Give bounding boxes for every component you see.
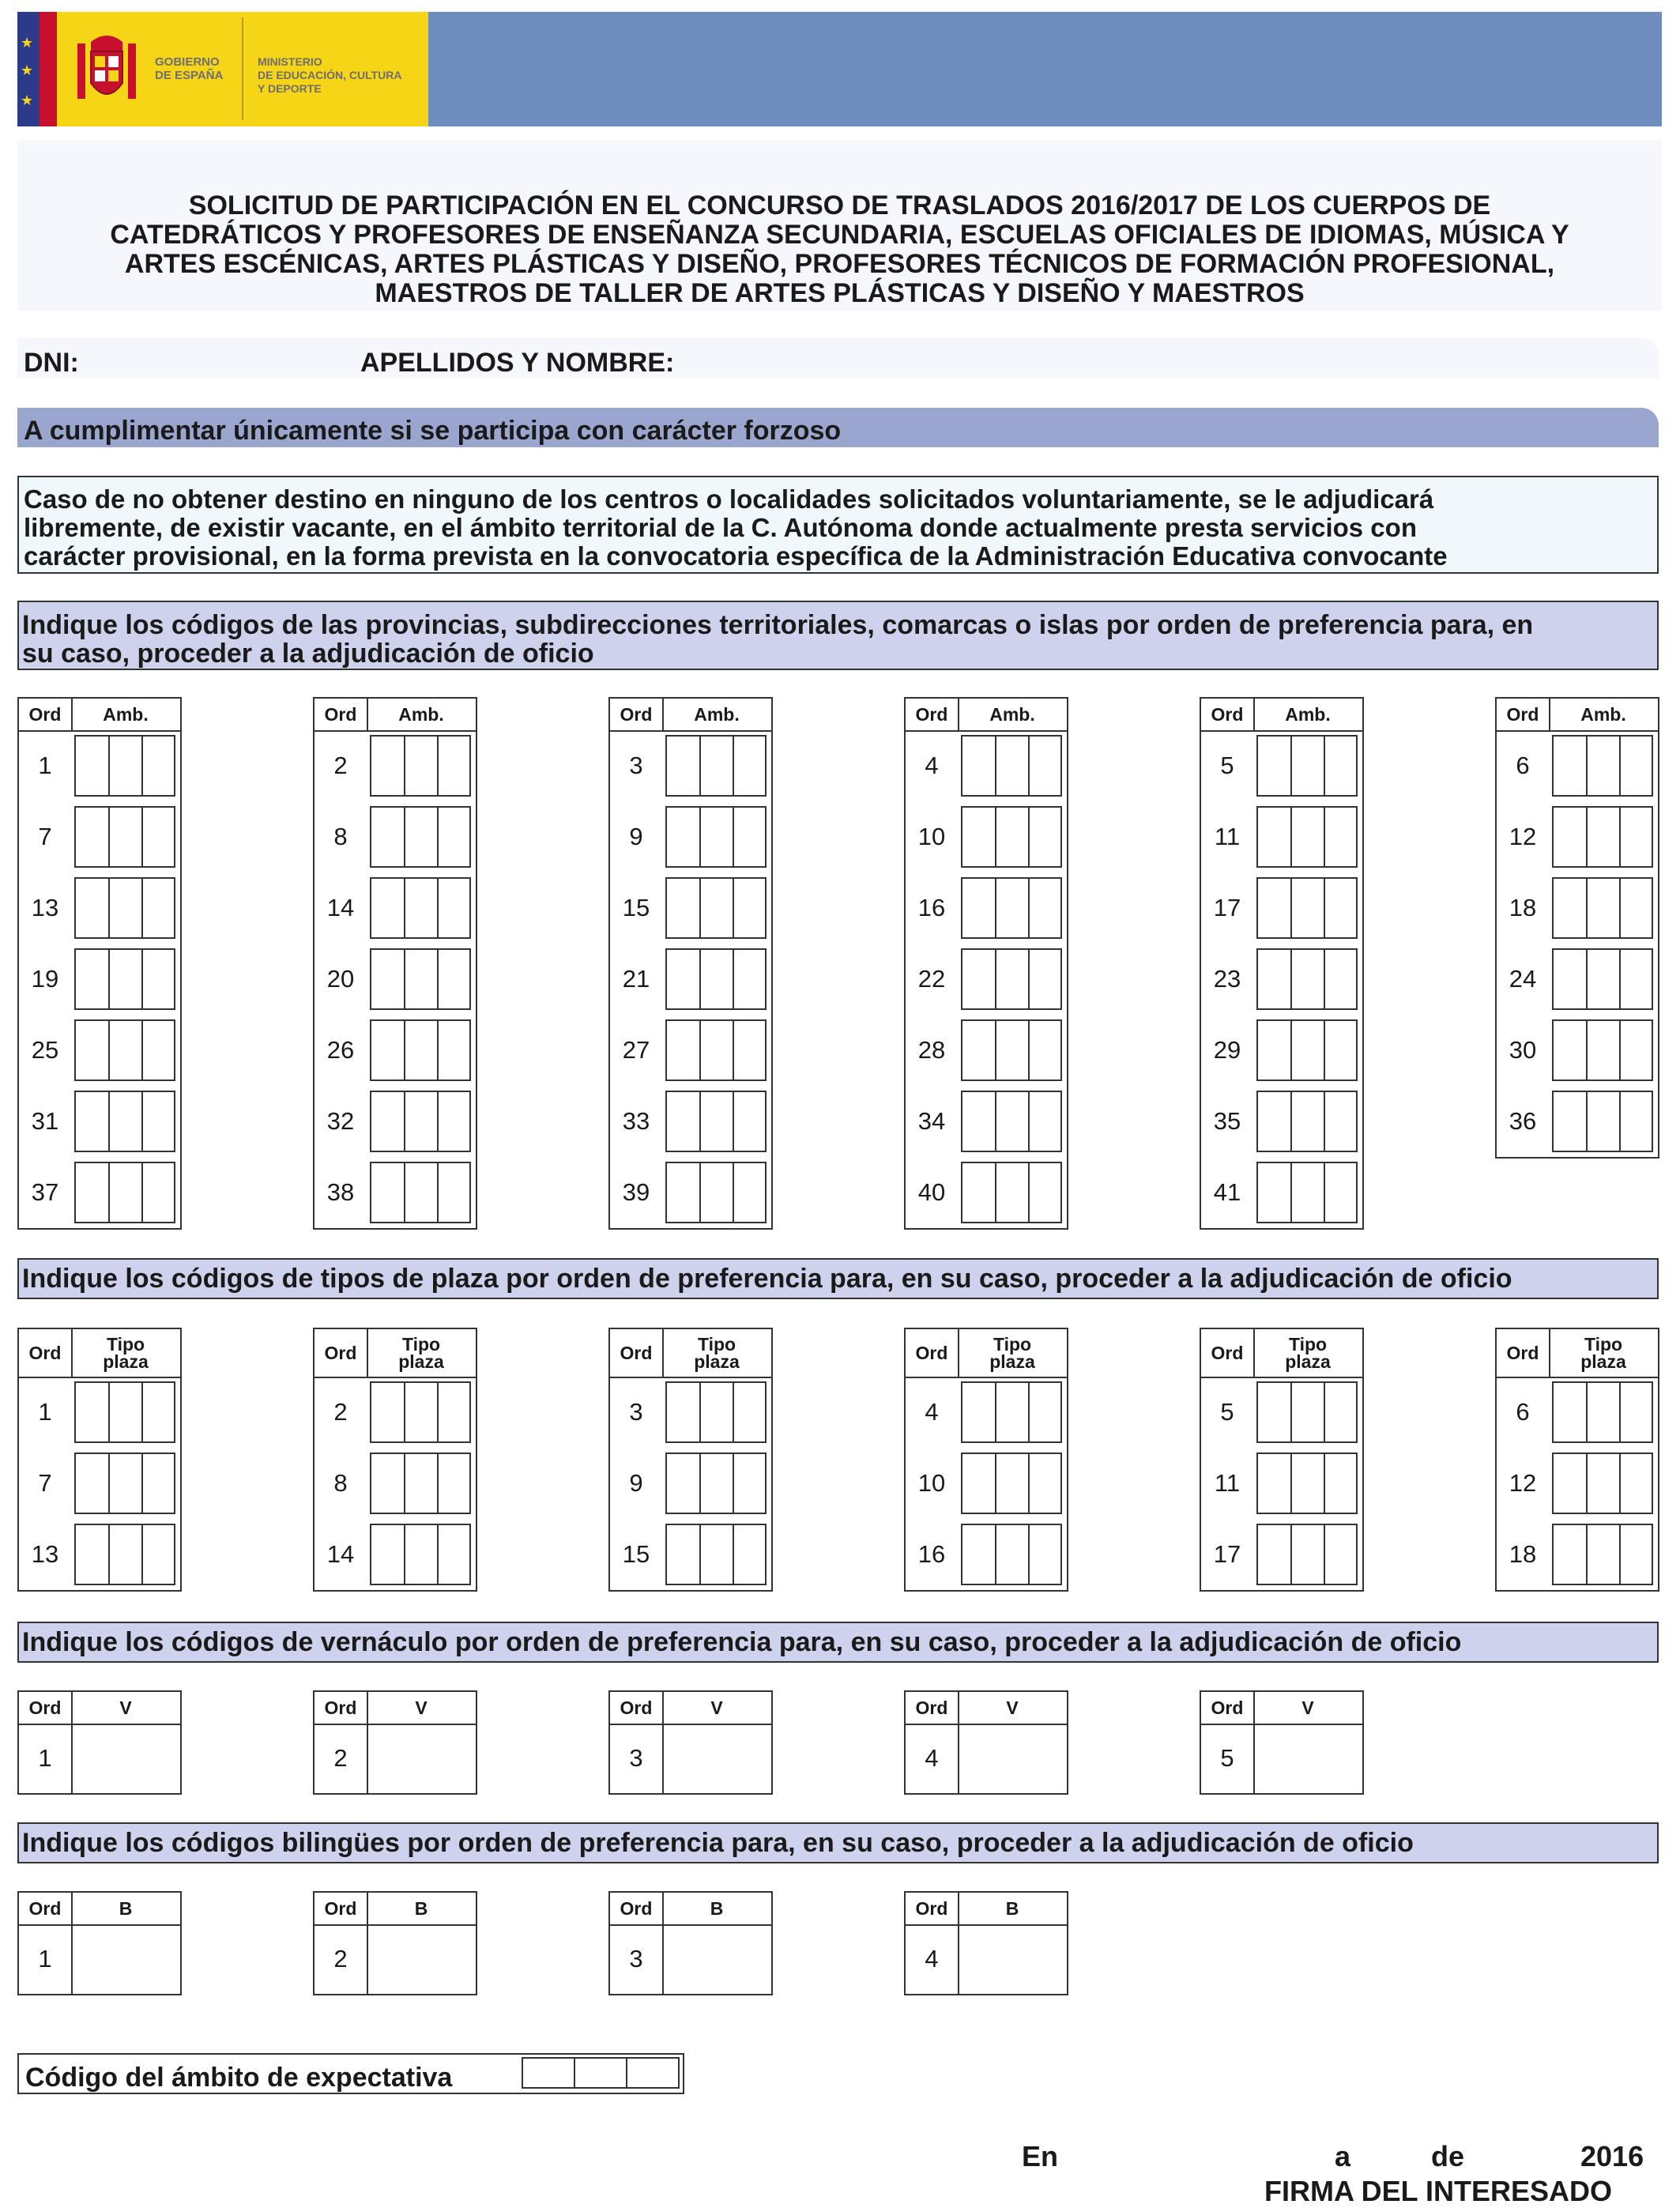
- order-number: 13: [31, 1540, 59, 1568]
- value-column-header: V: [1301, 1697, 1314, 1718]
- ord-column-header: Ord: [324, 1343, 357, 1363]
- ambito-code-input[interactable]: [1552, 877, 1653, 939]
- ambito-code-input[interactable]: [1552, 948, 1653, 1010]
- ambito-code-input[interactable]: [74, 948, 175, 1010]
- table-header: [906, 1893, 1067, 1926]
- identity-bar: [17, 338, 1659, 378]
- table-header: [315, 1692, 476, 1725]
- bilingue-code-input[interactable]: [959, 1924, 1067, 1994]
- value-column-header: Tipo plaza: [1580, 1334, 1626, 1372]
- forzoso-notice: [24, 485, 1652, 571]
- order-number: 23: [1213, 965, 1241, 993]
- order-number: 35: [1213, 1107, 1241, 1135]
- order-number: 5: [1220, 1398, 1234, 1426]
- order-number: 18: [1509, 1540, 1537, 1568]
- ord-column-header: Ord: [1506, 704, 1539, 725]
- ambito-code-input[interactable]: [665, 948, 767, 1010]
- order-number: 1: [38, 1398, 52, 1426]
- ord-column-header: Ord: [915, 1697, 948, 1718]
- table-header: [906, 1329, 1067, 1378]
- ambitos-heading: [22, 611, 1650, 668]
- ord-column-header: Ord: [324, 1898, 357, 1919]
- expectativa-label: Código del ámbito de expectativa: [25, 2063, 453, 2093]
- ambito-code-input[interactable]: [1256, 948, 1358, 1010]
- expectativa-code-input[interactable]: [522, 2057, 680, 2089]
- ambito-code-input[interactable]: [665, 1019, 767, 1081]
- government-label: [155, 55, 234, 82]
- order-number: 12: [1509, 823, 1537, 850]
- bilingue-table: [313, 1891, 477, 1995]
- ord-column-header: Ord: [620, 1898, 653, 1919]
- table-header: [19, 1893, 180, 1926]
- tipo-plaza-table: [313, 1328, 477, 1592]
- table-header: [19, 1329, 180, 1378]
- form-title-line: ARTES ESCÉNICAS, ARTES PLÁSTICAS Y DISEÑO, PROFESORES TÉCNICOS DE FORMACIÓN PROFESIONAL,: [124, 249, 1555, 279]
- order-number: 39: [622, 1178, 650, 1206]
- ambito-code-input[interactable]: [665, 806, 767, 868]
- ambito-code-input[interactable]: [961, 877, 1062, 939]
- order-number: 24: [1509, 965, 1537, 993]
- forzoso-notice-line: carácter provisional, en la forma prevista en la convocatoria específica de la Administración Educativa convocante: [24, 541, 1448, 571]
- value-column-header: Tipo plaza: [398, 1334, 444, 1372]
- order-number: 34: [917, 1107, 946, 1135]
- ord-column-header: Ord: [620, 704, 653, 725]
- order-number: 8: [333, 823, 348, 850]
- order-number: 20: [326, 965, 355, 993]
- order-number: 41: [1213, 1178, 1241, 1206]
- ord-column-header: Ord: [324, 704, 357, 725]
- order-number: 10: [917, 823, 946, 850]
- ambito-code-input[interactable]: [665, 1162, 767, 1223]
- order-number: 18: [1509, 894, 1537, 921]
- ambito-code-input[interactable]: [1256, 877, 1358, 939]
- signature-label: FIRMA DEL INTERESADO: [1264, 2175, 1613, 2207]
- vernaculo-table: [608, 1690, 773, 1795]
- ambito-code-input[interactable]: [74, 1019, 175, 1081]
- order-number: 27: [622, 1036, 650, 1064]
- ambito-code-input[interactable]: [961, 1162, 1062, 1223]
- order-number: 4: [925, 1945, 939, 1973]
- star-icon: ★: [21, 92, 34, 108]
- value-column-header: Amb.: [1285, 704, 1331, 725]
- order-number: 17: [1213, 1540, 1241, 1568]
- order-number: 21: [622, 965, 650, 993]
- ambito-code-input[interactable]: [370, 735, 471, 797]
- table-header: [1201, 699, 1362, 732]
- ambito-code-input[interactable]: [370, 948, 471, 1010]
- ambito-table: [313, 697, 477, 1230]
- tipo-plaza-code-input[interactable]: [1256, 1381, 1358, 1443]
- tipo-plaza-code-input[interactable]: [370, 1524, 471, 1585]
- bilingue-code-input[interactable]: [73, 1924, 180, 1994]
- ambito-code-input[interactable]: [665, 1091, 767, 1152]
- ambito-code-input[interactable]: [370, 1162, 471, 1223]
- order-number: 31: [31, 1107, 59, 1135]
- ambito-table: [17, 697, 182, 1230]
- table-header: [1497, 699, 1658, 732]
- value-column-header: Amb.: [989, 704, 1035, 725]
- value-column-header: B: [119, 1898, 133, 1919]
- star-icon: ★: [21, 62, 34, 78]
- tipo-plaza-code-input[interactable]: [665, 1381, 767, 1443]
- bilingue-code-input[interactable]: [664, 1924, 771, 1994]
- ambito-code-input[interactable]: [74, 877, 175, 939]
- tipo-plaza-code-input[interactable]: [74, 1524, 175, 1585]
- order-number: 7: [38, 823, 52, 850]
- ambito-code-input[interactable]: [1256, 806, 1358, 868]
- government-label-line: DE ESPAÑA: [155, 69, 224, 82]
- tipo-plaza-code-input[interactable]: [961, 1524, 1062, 1585]
- tipo-plaza-table: [904, 1328, 1068, 1592]
- order-number: 19: [31, 965, 59, 993]
- ord-column-header: Ord: [1506, 1343, 1539, 1363]
- order-number: 6: [1516, 752, 1530, 779]
- tipo-plaza-code-input[interactable]: [1256, 1453, 1358, 1514]
- order-number: 3: [629, 1945, 643, 1973]
- ord-column-header: Ord: [915, 1343, 948, 1363]
- value-column-header: V: [119, 1697, 132, 1718]
- ambito-code-input[interactable]: [74, 735, 175, 797]
- month-label: de: [1431, 2140, 1465, 2172]
- tipo-plaza-code-input[interactable]: [74, 1453, 175, 1514]
- order-number: 15: [622, 1540, 650, 1568]
- order-number: 38: [326, 1178, 355, 1206]
- value-column-header: Tipo plaza: [1285, 1334, 1331, 1372]
- table-header: [315, 1893, 476, 1926]
- order-number: 33: [622, 1107, 650, 1135]
- table-header: [610, 1329, 771, 1378]
- order-number: 13: [31, 894, 59, 921]
- year-label: 2016: [1580, 2140, 1644, 2172]
- value-column-header: B: [1005, 1898, 1019, 1919]
- value-column-header: B: [414, 1898, 428, 1919]
- form-title-line: CATEDRÁTICOS Y PROFESORES DE ENSEÑANZA SECUNDARIA, ESCUELAS OFICIALES DE IDIOMAS, MÚSICA Y: [110, 220, 1569, 250]
- order-number: 15: [622, 894, 650, 921]
- order-number: 5: [1220, 1744, 1234, 1772]
- order-number: 7: [38, 1469, 52, 1497]
- forzoso-notice-line: Caso de no obtener destino en ninguno de los centros o localidades solicitados voluntariamente, se le adjudicará: [24, 484, 1434, 514]
- order-number: 1: [38, 752, 52, 779]
- ord-column-header: Ord: [1211, 1343, 1244, 1363]
- form-title-line: MAESTROS DE TALLER DE ARTES PLÁSTICAS Y DISEÑO Y MAESTROS: [375, 278, 1305, 308]
- ord-column-header: Ord: [28, 1697, 62, 1718]
- order-number: 9: [629, 1469, 643, 1497]
- vernaculo-code-input[interactable]: [959, 1724, 1067, 1793]
- ambito-code-input[interactable]: [370, 1091, 471, 1152]
- order-number: 14: [326, 1540, 355, 1568]
- tipo-plaza-code-input[interactable]: [1552, 1453, 1653, 1514]
- ambito-code-input[interactable]: [961, 948, 1062, 1010]
- ambito-code-input[interactable]: [1552, 1091, 1653, 1152]
- ambito-code-input[interactable]: [1256, 1019, 1358, 1081]
- value-column-header: Amb.: [103, 704, 149, 725]
- order-number: 36: [1509, 1107, 1537, 1135]
- ambito-table: [904, 697, 1068, 1230]
- order-number: 16: [917, 894, 946, 921]
- order-number: 22: [917, 965, 946, 993]
- tipo-plaza-code-input[interactable]: [1552, 1524, 1653, 1585]
- ambito-code-input[interactable]: [961, 1019, 1062, 1081]
- order-number: 3: [629, 1398, 643, 1426]
- value-column-header: Amb.: [1580, 704, 1626, 725]
- order-number: 2: [333, 752, 348, 779]
- tipo-plaza-code-input[interactable]: [665, 1524, 767, 1585]
- table-header: [19, 1692, 180, 1725]
- logo-divider: [242, 17, 243, 120]
- order-number: 12: [1509, 1469, 1537, 1497]
- ambitos-heading-line: su caso, proceder a la adjudicación de oficio: [22, 639, 594, 669]
- order-number: 1: [38, 1744, 52, 1772]
- order-number: 17: [1213, 894, 1241, 921]
- order-number: 26: [326, 1036, 355, 1064]
- ord-column-header: Ord: [324, 1697, 357, 1718]
- bilingue-table: [904, 1891, 1068, 1995]
- tipo-plaza-code-input[interactable]: [370, 1381, 471, 1443]
- ord-column-header: Ord: [620, 1343, 653, 1363]
- ambito-code-input[interactable]: [1256, 1091, 1358, 1152]
- ambito-code-input[interactable]: [370, 806, 471, 868]
- form-title: [17, 191, 1662, 308]
- tipos-heading: Indique los códigos de tipos de plaza por orden de preferencia para, en su caso, proceder a la adjudicación de oficio: [22, 1264, 1512, 1294]
- ord-column-header: Ord: [28, 1898, 62, 1919]
- order-number: 5: [1220, 752, 1234, 779]
- bilingue-table: [17, 1891, 182, 1995]
- forzoso-notice-line: libremente, de existir vacante, en el ámbito territorial de la C. Autónoma donde actualmente presta servicios con: [24, 513, 1417, 542]
- table-header: [1201, 1329, 1362, 1378]
- ambito-code-input[interactable]: [370, 1019, 471, 1081]
- order-number: 1: [38, 1945, 52, 1973]
- ambito-code-input[interactable]: [74, 1091, 175, 1152]
- order-number: 30: [1509, 1036, 1537, 1064]
- ambito-code-input[interactable]: [665, 877, 767, 939]
- coat-of-arms-icon: [71, 28, 142, 111]
- ambitos-heading-line: Indique los códigos de las provincias, subdirecciones territoriales, comarcas o islas por orden de preferencia para, en: [22, 610, 1534, 640]
- order-number: 40: [917, 1178, 946, 1206]
- value-column-header: V: [710, 1697, 723, 1718]
- spain-flag-strip: [40, 12, 57, 126]
- vernaculo-table: [904, 1690, 1068, 1795]
- ministry-label-line: MINISTERIO: [258, 55, 322, 68]
- table-header: [315, 699, 476, 732]
- order-number: 16: [917, 1540, 946, 1568]
- ord-column-header: Ord: [28, 1343, 62, 1363]
- vernaculo-code-input[interactable]: [73, 1724, 180, 1793]
- value-column-header: V: [1006, 1697, 1019, 1718]
- order-number: 3: [629, 752, 643, 779]
- order-number: 11: [1214, 823, 1241, 850]
- value-column-header: Tipo plaza: [103, 1334, 149, 1372]
- ambito-code-input[interactable]: [961, 735, 1062, 797]
- ambito-code-input[interactable]: [1256, 735, 1358, 797]
- tipo-plaza-code-input[interactable]: [74, 1381, 175, 1443]
- bilingue-table: [608, 1891, 773, 1995]
- order-number: 2: [333, 1945, 348, 1973]
- tipo-plaza-code-input[interactable]: [665, 1453, 767, 1514]
- order-number: 4: [925, 1398, 939, 1426]
- ambito-code-input[interactable]: [74, 806, 175, 868]
- form-title-line: SOLICITUD DE PARTICIPACIÓN EN EL CONCURSO DE TRASLADOS 2016/2017 DE LOS CUERPOS DE: [188, 190, 1491, 220]
- table-header: [906, 1692, 1067, 1725]
- ambito-code-input[interactable]: [1552, 806, 1653, 868]
- order-number: 25: [31, 1036, 59, 1064]
- ministry-label-line: DE EDUCACIÓN, CULTURA: [258, 69, 402, 81]
- order-number: 14: [326, 894, 355, 921]
- order-number: 3: [629, 1744, 643, 1772]
- tipo-plaza-code-input[interactable]: [961, 1453, 1062, 1514]
- table-header: [906, 699, 1067, 732]
- ord-column-header: Ord: [28, 704, 62, 725]
- order-number: 8: [333, 1469, 348, 1497]
- table-header: [610, 1692, 771, 1725]
- vernaculo-table: [17, 1690, 182, 1795]
- vernaculo-code-input[interactable]: [1255, 1724, 1362, 1793]
- ministry-label: [258, 55, 431, 96]
- order-number: 2: [333, 1744, 348, 1772]
- table-header: [315, 1329, 476, 1378]
- vernaculo-table: [313, 1690, 477, 1795]
- tipo-plaza-code-input[interactable]: [1552, 1381, 1653, 1443]
- order-number: 32: [326, 1107, 355, 1135]
- vernaculo-code-input[interactable]: [664, 1724, 771, 1793]
- tipo-plaza-code-input[interactable]: [1256, 1524, 1358, 1585]
- value-column-header: Tipo plaza: [694, 1334, 740, 1372]
- forzoso-heading: A cumplimentar únicamente si se participa con carácter forzoso: [24, 416, 842, 446]
- bilingue-code-input[interactable]: [368, 1924, 476, 1994]
- order-number: 37: [31, 1178, 59, 1206]
- ord-column-header: Ord: [620, 1697, 653, 1718]
- bilingues-heading: Indique los códigos bilingües por orden de preferencia para, en su caso, proceder a la adjudicación de oficio: [22, 1828, 1414, 1858]
- table-header: [610, 1893, 771, 1926]
- ord-column-header: Ord: [915, 1898, 948, 1919]
- tipo-plaza-table: [1495, 1328, 1659, 1592]
- order-number: 28: [917, 1036, 946, 1064]
- order-number: 2: [333, 1398, 348, 1426]
- value-column-header: Amb.: [694, 704, 740, 725]
- tipo-plaza-table: [1200, 1328, 1364, 1592]
- ambito-code-input[interactable]: [370, 877, 471, 939]
- ambito-code-input[interactable]: [1256, 1162, 1358, 1223]
- table-header: [1201, 1692, 1362, 1725]
- value-column-header: Amb.: [398, 704, 444, 725]
- vernaculo-code-input[interactable]: [368, 1724, 476, 1793]
- tipo-plaza-table: [608, 1328, 773, 1592]
- ambito-table: [1495, 697, 1659, 1159]
- dni-label: DNI:: [24, 348, 79, 378]
- ambito-code-input[interactable]: [961, 1091, 1062, 1152]
- ord-column-header: Ord: [1211, 704, 1244, 725]
- table-header: [1497, 1329, 1658, 1378]
- tipo-plaza-code-input[interactable]: [370, 1453, 471, 1514]
- ambito-code-input[interactable]: [1552, 735, 1653, 797]
- order-number: 29: [1213, 1036, 1241, 1064]
- ambito-code-input[interactable]: [961, 806, 1062, 868]
- order-number: 9: [629, 823, 643, 850]
- vernaculo-heading: Indique los códigos de vernáculo por orden de preferencia para, en su caso, proceder a la adjudicación de oficio: [22, 1627, 1462, 1657]
- name-label: APELLIDOS Y NOMBRE:: [360, 348, 675, 378]
- order-number: 11: [1214, 1469, 1241, 1497]
- ambito-code-input[interactable]: [665, 735, 767, 797]
- government-label-line: GOBIERNO: [155, 55, 220, 69]
- table-header: [610, 699, 771, 732]
- table-header: [19, 699, 180, 732]
- order-number: 10: [917, 1469, 946, 1497]
- ambito-table: [608, 697, 773, 1230]
- ambito-code-input[interactable]: [1552, 1019, 1653, 1081]
- vernaculo-table: [1200, 1690, 1364, 1795]
- tipo-plaza-table: [17, 1328, 182, 1592]
- star-icon: ★: [21, 35, 34, 51]
- ambito-table: [1200, 697, 1364, 1230]
- order-number: 4: [925, 752, 939, 779]
- value-column-header: V: [415, 1697, 428, 1718]
- ord-column-header: Ord: [1211, 1697, 1244, 1718]
- order-number: 4: [925, 1744, 939, 1772]
- ord-column-header: Ord: [915, 704, 948, 725]
- order-number: 6: [1516, 1398, 1530, 1426]
- ambito-code-input[interactable]: [74, 1162, 175, 1223]
- value-column-header: Tipo plaza: [989, 1334, 1035, 1372]
- day-label: a: [1335, 2140, 1351, 2172]
- tipo-plaza-code-input[interactable]: [961, 1381, 1062, 1443]
- place-label: En: [1022, 2140, 1059, 2172]
- ministry-label-line: Y DEPORTE: [258, 82, 322, 95]
- value-column-header: B: [710, 1898, 724, 1919]
